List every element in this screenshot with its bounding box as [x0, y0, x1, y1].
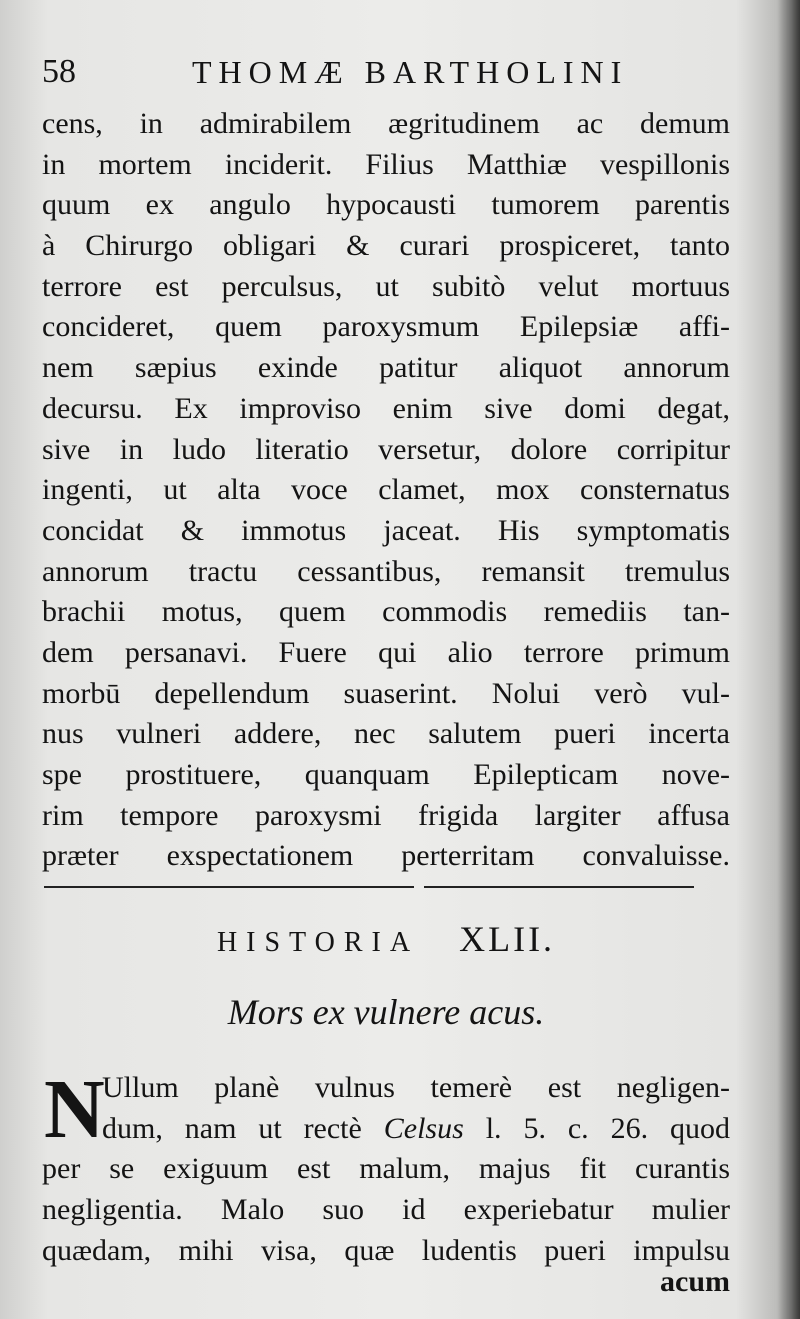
text-line: nem sæpius exinde patitur aliquot annorum	[42, 351, 730, 385]
text-line: decursu. Ex improviso enim sive domi degat,	[42, 391, 730, 425]
section-heading	[42, 918, 730, 960]
text-line: morbū depellendum suaserint. Nolui verò vul-	[42, 676, 730, 710]
text-line: quædam, mihi visa, quæ ludentis pueri impulsu	[42, 1233, 730, 1267]
page-header	[42, 52, 742, 92]
text-line: nus vulneri addere, nec salutem pueri incerta	[42, 717, 730, 751]
text-line: in mortem inciderit. Filius Matthiæ vespillonis	[42, 147, 730, 181]
text-line: præter exspectationem perterritam convaluisse.	[42, 839, 730, 873]
text-line: annorum tractu cessantibus, remansit tremulus	[42, 554, 730, 588]
heading-numeral: XLII.	[459, 919, 556, 959]
text-line: à Chirurgo obligari & curari prospiceret, tanto	[42, 229, 730, 263]
section-subtitle: Mors ex vulnere acus.	[227, 992, 545, 1032]
text-line: negligentia. Malo suo id experiebatur mulier	[42, 1193, 730, 1227]
text-line: dem persanavi. Fuere qui alio terrore primum	[42, 635, 730, 669]
text-fragment: dum, nam ut rectè	[102, 1111, 384, 1145]
page-number: 58	[42, 53, 76, 90]
text-line: ingenti, ut alta voce clamet, mox consternatus	[42, 473, 730, 507]
divider-rule-right	[424, 886, 694, 888]
text-line: concidat & immotus jaceat. His symptomatis	[42, 513, 730, 547]
heading-word: HISTORIA	[216, 927, 420, 958]
catchword: acum	[660, 1265, 730, 1298]
text-line: quum ex angulo hypocausti tumorem parentis	[42, 188, 730, 222]
text-line: spe prostituere, quanquam Epilepticam nove-	[42, 758, 730, 791]
paragraph-2	[42, 1063, 730, 1271]
text-line: cens, in admirabilem ægritudinem ac demum	[42, 107, 730, 140]
text-line: terrore est perculsus, ut subitò velut mortuus	[42, 269, 730, 303]
text-line: sive in ludo literatio versetur, dolore corripitur	[42, 432, 730, 466]
text-line: per se exiguum est malum, majus fit curantis	[42, 1152, 730, 1186]
text-fragment: l. 5. c. 26. quod	[463, 1111, 730, 1145]
drop-cap: N	[44, 1063, 105, 1156]
running-head: THOMÆ BARTHOLINI	[192, 54, 629, 90]
text-line: concideret, quem paroxysmum Epilepsiæ affi-	[42, 310, 730, 344]
text-line: rim tempore paroxysmi frigida largiter affusa	[42, 798, 730, 832]
divider-rule-left	[44, 886, 414, 888]
text-line: brachii motus, quem commodis remediis tan-	[42, 595, 730, 629]
page-edge-shadow	[778, 0, 800, 1319]
section-divider	[44, 884, 694, 890]
text-line-with-citation	[102, 1109, 730, 1150]
text-line: Ullum planè vulnus temerè est negligen-	[102, 1071, 730, 1104]
paragraph-1	[42, 104, 730, 877]
author-name: Celsus	[383, 1111, 464, 1145]
